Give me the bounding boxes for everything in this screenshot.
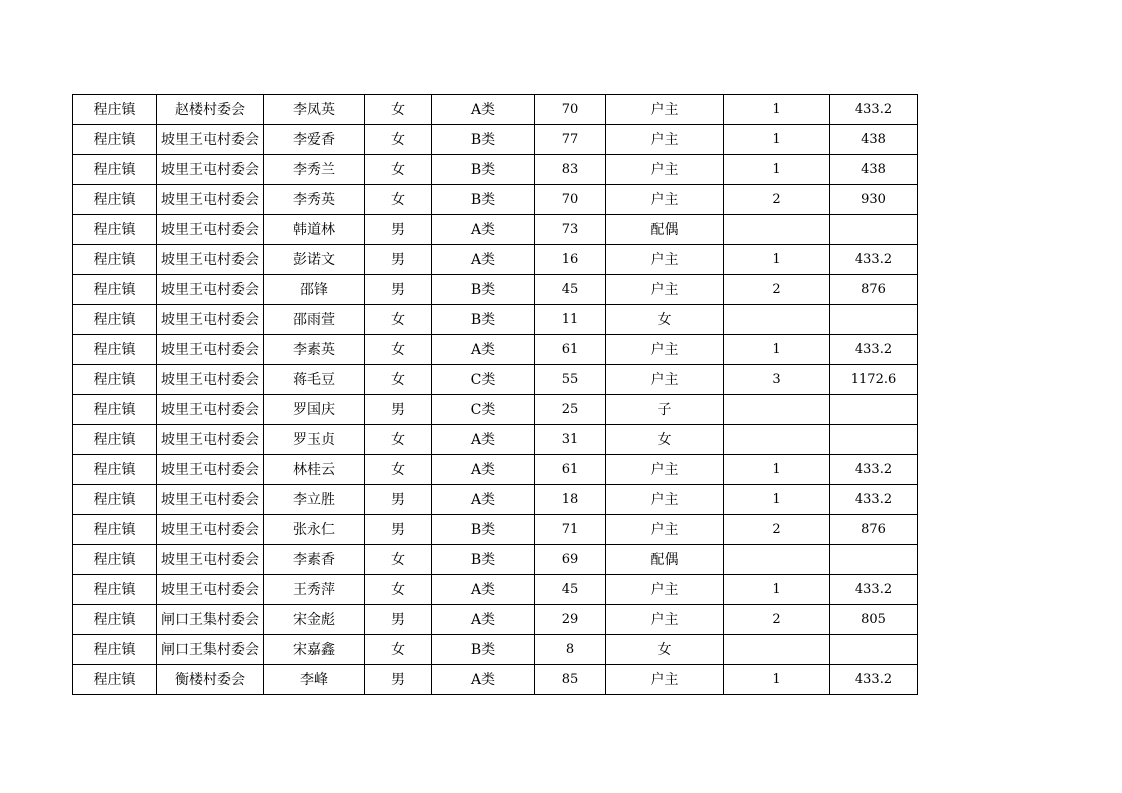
relation-cell[interactable]: 户主 <box>606 335 724 365</box>
town-cell[interactable]: 程庄镇 <box>73 575 157 605</box>
amount-cell[interactable]: 433.2 <box>830 575 918 605</box>
category-cell[interactable]: A类 <box>432 455 535 485</box>
table-row <box>73 95 918 125</box>
age-cell[interactable]: 25 <box>535 395 606 425</box>
gender-cell[interactable]: 男 <box>365 665 432 695</box>
household-size-cell[interactable] <box>724 635 830 665</box>
age-cell[interactable]: 45 <box>535 575 606 605</box>
town-cell[interactable]: 程庄镇 <box>73 425 157 455</box>
amount-cell[interactable]: 1172.6 <box>830 365 918 395</box>
town-cell[interactable]: 程庄镇 <box>73 155 157 185</box>
table-row <box>73 575 918 605</box>
table-row <box>73 545 918 575</box>
relation-cell[interactable]: 户主 <box>606 155 724 185</box>
amount-cell[interactable]: 805 <box>830 605 918 635</box>
name-cell[interactable]: 邵雨萱 <box>264 305 365 335</box>
category-cell[interactable]: C类 <box>432 395 535 425</box>
town-cell[interactable]: 程庄镇 <box>73 275 157 305</box>
relation-cell[interactable]: 户主 <box>606 665 724 695</box>
gender-cell[interactable]: 女 <box>365 185 432 215</box>
table-row <box>73 305 918 335</box>
name-cell[interactable]: 李秀英 <box>264 185 365 215</box>
village-committee-cell[interactable]: 坡里王屯村委会 <box>157 155 264 185</box>
village-committee-cell[interactable]: 坡里王屯村委会 <box>157 395 264 425</box>
amount-cell[interactable] <box>830 395 918 425</box>
relation-cell[interactable]: 户主 <box>606 365 724 395</box>
amount-cell[interactable]: 438 <box>830 125 918 155</box>
relation-cell[interactable]: 户主 <box>606 185 724 215</box>
age-cell[interactable]: 16 <box>535 245 606 275</box>
gender-cell[interactable]: 男 <box>365 485 432 515</box>
town-cell[interactable]: 程庄镇 <box>73 335 157 365</box>
household-size-cell[interactable]: 1 <box>724 155 830 185</box>
category-cell[interactable]: B类 <box>432 155 535 185</box>
name-cell[interactable]: 李峰 <box>264 665 365 695</box>
age-cell[interactable]: 85 <box>535 665 606 695</box>
gender-cell[interactable]: 男 <box>365 515 432 545</box>
name-cell[interactable]: 李立胜 <box>264 485 365 515</box>
age-cell[interactable]: 61 <box>535 455 606 485</box>
town-cell[interactable]: 程庄镇 <box>73 395 157 425</box>
household-size-cell[interactable] <box>724 215 830 245</box>
name-cell[interactable]: 邵锋 <box>264 275 365 305</box>
table-row <box>73 155 918 185</box>
category-cell[interactable]: B类 <box>432 275 535 305</box>
name-cell[interactable]: 李凤英 <box>264 95 365 125</box>
name-cell[interactable]: 蒋毛豆 <box>264 365 365 395</box>
amount-cell[interactable]: 876 <box>830 275 918 305</box>
age-cell[interactable]: 8 <box>535 635 606 665</box>
relation-cell[interactable]: 配偶 <box>606 545 724 575</box>
table-row <box>73 665 918 695</box>
age-cell[interactable]: 55 <box>535 365 606 395</box>
gender-cell[interactable]: 女 <box>365 545 432 575</box>
age-cell[interactable]: 18 <box>535 485 606 515</box>
town-cell[interactable]: 程庄镇 <box>73 95 157 125</box>
table-row <box>73 215 918 245</box>
town-cell[interactable]: 程庄镇 <box>73 245 157 275</box>
name-cell[interactable]: 罗国庆 <box>264 395 365 425</box>
age-cell[interactable]: 69 <box>535 545 606 575</box>
relation-cell[interactable]: 户主 <box>606 125 724 155</box>
town-cell[interactable]: 程庄镇 <box>73 455 157 485</box>
amount-cell[interactable]: 433.2 <box>830 665 918 695</box>
household-size-cell[interactable]: 1 <box>724 335 830 365</box>
name-cell[interactable]: 宋嘉鑫 <box>264 635 365 665</box>
gender-cell[interactable]: 女 <box>365 155 432 185</box>
category-cell[interactable]: B类 <box>432 635 535 665</box>
category-cell[interactable]: A类 <box>432 335 535 365</box>
household-size-cell[interactable]: 1 <box>724 245 830 275</box>
village-committee-cell[interactable]: 坡里王屯村委会 <box>157 575 264 605</box>
table-row <box>73 635 918 665</box>
age-cell[interactable]: 70 <box>535 95 606 125</box>
relation-cell[interactable]: 户主 <box>606 95 724 125</box>
amount-cell[interactable] <box>830 425 918 455</box>
relation-cell[interactable]: 女 <box>606 305 724 335</box>
data-table <box>72 94 918 695</box>
amount-cell[interactable]: 876 <box>830 515 918 545</box>
gender-cell[interactable]: 女 <box>365 125 432 155</box>
gender-cell[interactable]: 女 <box>365 305 432 335</box>
gender-cell[interactable]: 女 <box>365 95 432 125</box>
amount-cell[interactable] <box>830 215 918 245</box>
category-cell[interactable]: A类 <box>432 665 535 695</box>
amount-cell[interactable]: 433.2 <box>830 245 918 275</box>
table-row <box>73 365 918 395</box>
category-cell[interactable]: A类 <box>432 485 535 515</box>
relation-cell[interactable]: 户主 <box>606 575 724 605</box>
household-size-cell[interactable]: 1 <box>724 95 830 125</box>
table-row <box>73 455 918 485</box>
age-cell[interactable]: 29 <box>535 605 606 635</box>
village-committee-cell[interactable]: 坡里王屯村委会 <box>157 125 264 155</box>
table-row <box>73 125 918 155</box>
age-cell[interactable]: 73 <box>535 215 606 245</box>
gender-cell[interactable]: 男 <box>365 605 432 635</box>
age-cell[interactable]: 31 <box>535 425 606 455</box>
gender-cell[interactable]: 男 <box>365 395 432 425</box>
town-cell[interactable]: 程庄镇 <box>73 485 157 515</box>
household-size-cell[interactable]: 2 <box>724 515 830 545</box>
gender-cell[interactable]: 男 <box>365 275 432 305</box>
amount-cell[interactable]: 930 <box>830 185 918 215</box>
household-size-cell[interactable]: 1 <box>724 575 830 605</box>
category-cell[interactable]: C类 <box>432 365 535 395</box>
household-size-cell[interactable] <box>724 305 830 335</box>
category-cell[interactable]: A类 <box>432 605 535 635</box>
table-row <box>73 395 918 425</box>
town-cell[interactable]: 程庄镇 <box>73 665 157 695</box>
table-row <box>73 275 918 305</box>
relation-cell[interactable]: 女 <box>606 635 724 665</box>
name-cell[interactable]: 宋金彪 <box>264 605 365 635</box>
name-cell[interactable]: 李爱香 <box>264 125 365 155</box>
gender-cell[interactable]: 男 <box>365 245 432 275</box>
age-cell[interactable]: 70 <box>535 185 606 215</box>
table-row <box>73 485 918 515</box>
amount-cell[interactable]: 433.2 <box>830 335 918 365</box>
name-cell[interactable]: 李素香 <box>264 545 365 575</box>
relation-cell[interactable]: 配偶 <box>606 215 724 245</box>
village-committee-cell[interactable]: 坡里王屯村委会 <box>157 245 264 275</box>
gender-cell[interactable]: 女 <box>365 335 432 365</box>
gender-cell[interactable]: 女 <box>365 425 432 455</box>
town-cell[interactable]: 程庄镇 <box>73 185 157 215</box>
household-size-cell[interactable]: 2 <box>724 185 830 215</box>
category-cell[interactable]: A类 <box>432 245 535 275</box>
age-cell[interactable]: 45 <box>535 275 606 305</box>
village-committee-cell[interactable]: 坡里王屯村委会 <box>157 275 264 305</box>
age-cell[interactable]: 83 <box>535 155 606 185</box>
category-cell[interactable]: B类 <box>432 515 535 545</box>
household-size-cell[interactable]: 3 <box>724 365 830 395</box>
name-cell[interactable]: 张永仁 <box>264 515 365 545</box>
relation-cell[interactable]: 户主 <box>606 455 724 485</box>
name-cell[interactable]: 罗玉贞 <box>264 425 365 455</box>
village-committee-cell[interactable]: 坡里王屯村委会 <box>157 305 264 335</box>
age-cell[interactable]: 77 <box>535 125 606 155</box>
relation-cell[interactable]: 户主 <box>606 275 724 305</box>
table-row <box>73 245 918 275</box>
household-size-cell[interactable]: 1 <box>724 455 830 485</box>
village-committee-cell[interactable]: 闸口王集村委会 <box>157 635 264 665</box>
table-row <box>73 425 918 455</box>
age-cell[interactable]: 71 <box>535 515 606 545</box>
town-cell[interactable]: 程庄镇 <box>73 635 157 665</box>
spreadsheet-page <box>72 94 918 695</box>
town-cell[interactable]: 程庄镇 <box>73 365 157 395</box>
village-committee-cell[interactable]: 坡里王屯村委会 <box>157 455 264 485</box>
amount-cell[interactable] <box>830 545 918 575</box>
category-cell[interactable]: B类 <box>432 305 535 335</box>
relation-cell[interactable]: 户主 <box>606 605 724 635</box>
gender-cell[interactable]: 女 <box>365 365 432 395</box>
household-size-cell[interactable] <box>724 545 830 575</box>
village-committee-cell[interactable]: 坡里王屯村委会 <box>157 335 264 365</box>
name-cell[interactable]: 彭诺文 <box>264 245 365 275</box>
household-size-cell[interactable]: 1 <box>724 485 830 515</box>
gender-cell[interactable]: 男 <box>365 215 432 245</box>
relation-cell[interactable]: 女 <box>606 425 724 455</box>
amount-cell[interactable]: 433.2 <box>830 485 918 515</box>
village-committee-cell[interactable]: 衡楼村委会 <box>157 665 264 695</box>
name-cell[interactable]: 林桂云 <box>264 455 365 485</box>
relation-cell[interactable]: 户主 <box>606 485 724 515</box>
table-row <box>73 335 918 365</box>
town-cell[interactable]: 程庄镇 <box>73 305 157 335</box>
town-cell[interactable]: 程庄镇 <box>73 215 157 245</box>
age-cell[interactable]: 11 <box>535 305 606 335</box>
amount-cell[interactable]: 433.2 <box>830 455 918 485</box>
relation-cell[interactable]: 户主 <box>606 245 724 275</box>
village-committee-cell[interactable]: 坡里王屯村委会 <box>157 185 264 215</box>
category-cell[interactable]: B类 <box>432 125 535 155</box>
village-committee-cell[interactable]: 坡里王屯村委会 <box>157 215 264 245</box>
category-cell[interactable]: A类 <box>432 425 535 455</box>
household-size-cell[interactable]: 2 <box>724 605 830 635</box>
relation-cell[interactable]: 子 <box>606 395 724 425</box>
amount-cell[interactable] <box>830 635 918 665</box>
household-size-cell[interactable] <box>724 395 830 425</box>
gender-cell[interactable]: 女 <box>365 635 432 665</box>
category-cell[interactable]: A类 <box>432 95 535 125</box>
town-cell[interactable]: 程庄镇 <box>73 605 157 635</box>
category-cell[interactable]: A类 <box>432 215 535 245</box>
amount-cell[interactable]: 433.2 <box>830 95 918 125</box>
name-cell[interactable]: 李素英 <box>264 335 365 365</box>
category-cell[interactable]: A类 <box>432 575 535 605</box>
name-cell[interactable]: 韩道林 <box>264 215 365 245</box>
table-row <box>73 605 918 635</box>
amount-cell[interactable] <box>830 305 918 335</box>
gender-cell[interactable]: 女 <box>365 575 432 605</box>
village-committee-cell[interactable]: 赵楼村委会 <box>157 95 264 125</box>
town-cell[interactable]: 程庄镇 <box>73 125 157 155</box>
age-cell[interactable]: 61 <box>535 335 606 365</box>
town-cell[interactable]: 程庄镇 <box>73 545 157 575</box>
village-committee-cell[interactable]: 坡里王屯村委会 <box>157 425 264 455</box>
table-body <box>73 95 918 695</box>
gender-cell[interactable]: 女 <box>365 455 432 485</box>
name-cell[interactable]: 李秀兰 <box>264 155 365 185</box>
household-size-cell[interactable]: 1 <box>724 125 830 155</box>
village-committee-cell[interactable]: 坡里王屯村委会 <box>157 515 264 545</box>
village-committee-cell[interactable]: 坡里王屯村委会 <box>157 545 264 575</box>
category-cell[interactable]: B类 <box>432 545 535 575</box>
relation-cell[interactable]: 户主 <box>606 515 724 545</box>
category-cell[interactable]: B类 <box>432 185 535 215</box>
household-size-cell[interactable]: 2 <box>724 275 830 305</box>
town-cell[interactable]: 程庄镇 <box>73 515 157 545</box>
table-row <box>73 185 918 215</box>
village-committee-cell[interactable]: 坡里王屯村委会 <box>157 365 264 395</box>
name-cell[interactable]: 王秀萍 <box>264 575 365 605</box>
table-row <box>73 515 918 545</box>
household-size-cell[interactable] <box>724 425 830 455</box>
village-committee-cell[interactable]: 闸口王集村委会 <box>157 605 264 635</box>
amount-cell[interactable]: 438 <box>830 155 918 185</box>
household-size-cell[interactable]: 1 <box>724 665 830 695</box>
village-committee-cell[interactable]: 坡里王屯村委会 <box>157 485 264 515</box>
